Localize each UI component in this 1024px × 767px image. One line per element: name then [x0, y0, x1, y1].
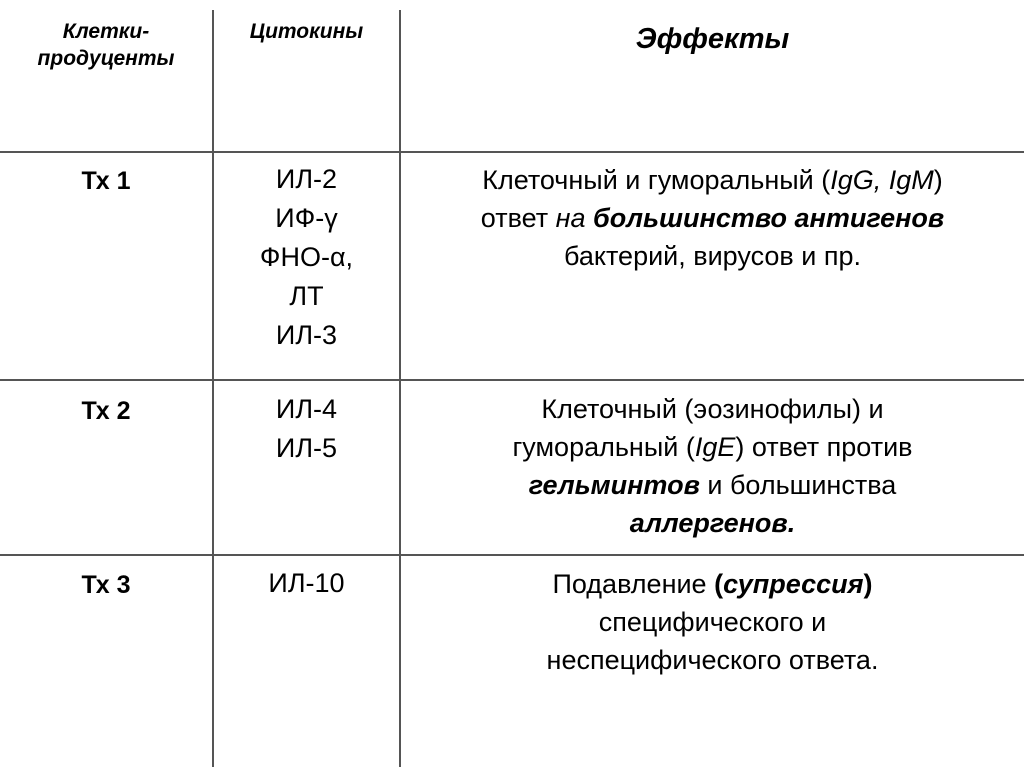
header-producer-line-2: продуценты — [37, 47, 175, 70]
effect-line — [401, 466, 1024, 504]
cytokine-item: ИФ-γ — [275, 203, 338, 233]
effect-italic-text: на — [555, 203, 594, 233]
row-th2-effect — [401, 390, 1024, 542]
header-effects-label: Эффекты — [635, 23, 790, 55]
row-th1-name: Тх 1 — [81, 167, 131, 195]
row-th1-cytokines — [214, 160, 399, 355]
header-producer-cells — [0, 18, 212, 72]
effect-line — [401, 504, 1024, 542]
effect-text: ) — [933, 165, 943, 195]
row-divider-2 — [0, 554, 1024, 556]
effect-bold-text: ) — [863, 569, 873, 599]
header-effects — [401, 22, 1024, 56]
effect-text: ответ — [480, 203, 556, 233]
cytokine-item: ФНО-α, — [259, 242, 354, 272]
effect-line — [401, 565, 1024, 603]
effect-line — [401, 199, 1024, 237]
row-th3-cytokines — [214, 564, 399, 603]
effect-text: гуморальный ( — [512, 432, 695, 462]
cytokine-item: ИЛ-5 — [275, 433, 338, 463]
cytokine-item: ИЛ-4 — [275, 394, 338, 424]
effect-line — [401, 161, 1024, 199]
cytokine-item: ИЛ-2 — [275, 164, 338, 194]
effect-text: Подавление — [552, 569, 715, 599]
effect-emphasis-text: супрессия — [723, 569, 864, 599]
row-divider-1 — [0, 379, 1024, 381]
row-th3-effect — [401, 565, 1024, 679]
header-cytokines-label: Цитокины — [249, 20, 364, 43]
cytokine-item: ЛТ — [289, 281, 324, 311]
effect-text: и большинства — [699, 470, 897, 500]
effect-emphasis-text: большинство антигенов — [593, 203, 945, 233]
effect-line: неспецифического ответа. — [546, 645, 879, 675]
cytokine-item: ИЛ-10 — [268, 568, 345, 598]
effect-line: специфического и — [598, 607, 827, 637]
effect-emphasis-text: . — [787, 508, 796, 538]
effect-bold-text: ( — [714, 569, 724, 599]
effect-text: ) ответ против — [735, 432, 913, 462]
effect-line — [401, 428, 1024, 466]
row-th2-name: Тх 2 — [81, 397, 131, 425]
header-cytokines — [214, 18, 399, 45]
effect-emphasis-text: гельминтов — [528, 470, 700, 500]
effect-line: Клеточный (эозинофилы) и — [541, 394, 884, 424]
effect-emphasis-text: аллергенов — [629, 508, 788, 538]
row-th3-name: Тх 3 — [81, 571, 131, 599]
row-th1-effect — [401, 161, 1024, 275]
column-divider-1 — [212, 10, 214, 767]
effect-text: Клеточный и гуморальный ( — [482, 165, 831, 195]
cytokine-item: ИЛ-3 — [275, 320, 338, 350]
effect-line: бактерий, вирусов и пр. — [564, 241, 861, 271]
row-th2-cytokines — [214, 390, 399, 468]
header-producer-line-1: Клетки- — [62, 20, 150, 43]
effect-italic-text: IgE — [694, 432, 736, 462]
effect-italic-text: IgG, IgM — [830, 165, 934, 195]
row-divider-header — [0, 151, 1024, 153]
